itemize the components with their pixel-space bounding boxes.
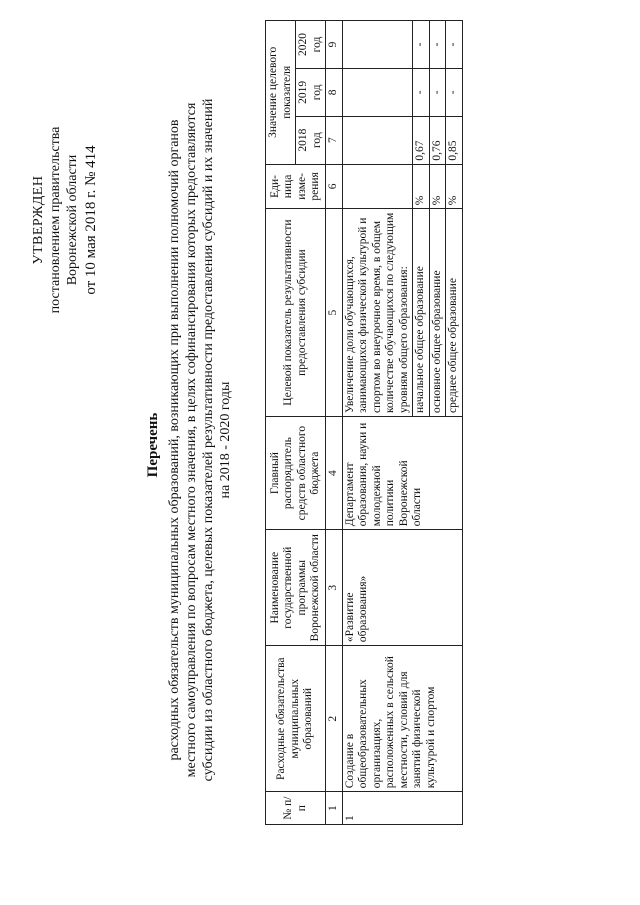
row-program: «Развитие образования»	[342, 530, 462, 646]
subrow-2020: -	[413, 21, 430, 69]
approval-block	[30, 70, 100, 370]
subrow-2020: -	[446, 21, 463, 69]
approval-date-number: от 10 мая 2018 г. № 414	[83, 145, 99, 295]
subrow-2020: -	[429, 21, 446, 69]
obligations-table	[265, 20, 463, 825]
header-manager: Главный распорядитель средств областного бюджета	[266, 416, 326, 529]
approval-status: УТВЕРЖДЕН	[31, 175, 46, 265]
header-value-group: Значение целевого показателя	[266, 21, 296, 165]
subrow-2019: -	[446, 68, 463, 116]
column-number-row	[326, 21, 343, 825]
subrow-2018: 0,67	[413, 116, 430, 164]
column-number: 2	[326, 646, 343, 792]
header-no: № п/п	[266, 792, 326, 825]
row-indicator-2019	[342, 68, 413, 116]
approval-region: Воронежской области	[65, 154, 80, 286]
subrow-2018: 0,76	[429, 116, 446, 164]
header-2020: 2020 год	[296, 21, 326, 69]
subrow-2019: -	[429, 68, 446, 116]
subrow-unit: %	[429, 164, 446, 209]
header-2018: 2018 год	[296, 116, 326, 164]
column-number: 4	[326, 416, 343, 529]
subtitle-line: субсидии из областного бюджета, целевых показателей результативности предоставления субсидий и их значений	[201, 98, 216, 782]
row-indicator-unit	[342, 164, 413, 209]
subtitle-line: расходных обязательств муниципальных образований, возникающих при выполнении полномочий органов	[167, 119, 182, 761]
subrow-label: основное общее образование	[429, 209, 446, 417]
subrow-2018: 0,85	[446, 116, 463, 164]
column-number: 5	[326, 209, 343, 417]
subtitle-line: местного самоуправления по вопросам местного значения, в целях софинансирования которых предоставляются	[184, 102, 199, 778]
row-indicator: Увеличение доли обучающихся, занимающихся физической культурой и спортом во внеурочное время, в общем количестве обучающихся по следующим уровням общего образования:	[342, 209, 413, 417]
table-row	[342, 21, 413, 825]
row-indicator-2018	[342, 116, 413, 164]
column-number: 7	[326, 116, 343, 164]
approval-resolution: постановлением правительства	[48, 126, 63, 314]
document-title: Перечень	[145, 412, 161, 478]
header-2019: 2019 год	[296, 68, 326, 116]
header-obligations: Расходные обязательства муниципальных образований	[266, 646, 326, 792]
header-indicator: Целевой показатель результативности предоставления субсидии	[266, 209, 326, 417]
row-indicator-2020	[342, 21, 413, 69]
column-number: 6	[326, 164, 343, 209]
column-number: 9	[326, 21, 343, 69]
subrow-unit: %	[446, 164, 463, 209]
row-number: 1	[342, 792, 462, 825]
header-unit: Еди-ница изме-рения	[266, 164, 326, 209]
row-obligation: Создание в общеобразовательных организациях, расположенных в сельской местности, условий для занятий физической культурой и спортом	[342, 646, 462, 792]
column-number: 3	[326, 530, 343, 646]
subrow-2019: -	[413, 68, 430, 116]
subrow-label: среднее общее образование	[446, 209, 463, 417]
subrow-label: начальное общее образование	[413, 209, 430, 417]
header-program: Наименование государственной программы Воронежской области	[266, 530, 326, 646]
subrow-unit: %	[413, 164, 430, 209]
column-number: 1	[326, 792, 343, 825]
column-number: 8	[326, 68, 343, 116]
header-row	[266, 21, 296, 825]
subtitle-line: на 2018 - 2020 годы	[218, 381, 233, 499]
row-manager: Департамент образования, науки и молодежной политики Воронежской области	[342, 416, 462, 529]
document-subtitle	[166, 30, 234, 850]
